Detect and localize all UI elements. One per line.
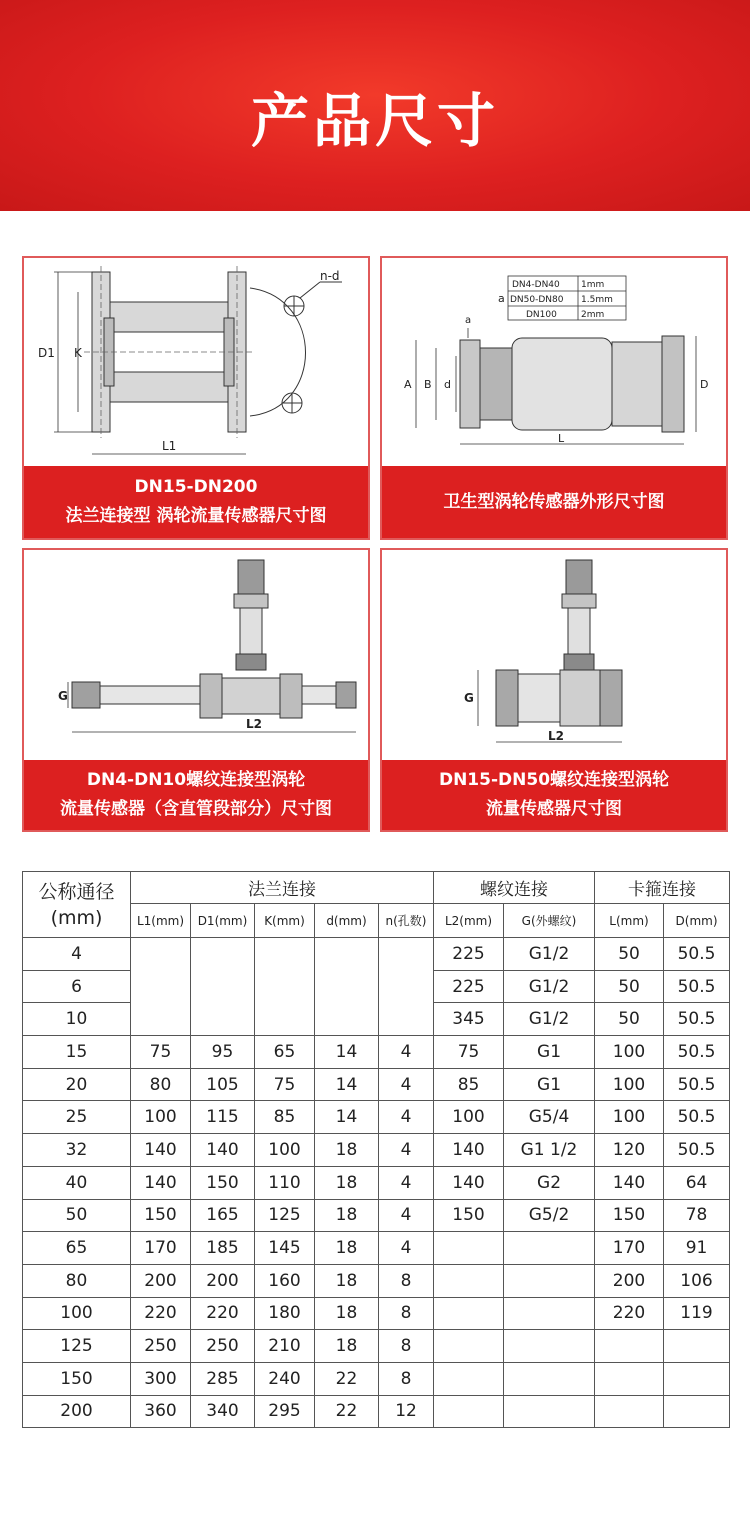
spec-table <box>22 871 730 1428</box>
table-row <box>23 1134 730 1167</box>
table-cell: 225 <box>434 970 504 1003</box>
thread-large-sensor-drawing <box>382 550 726 760</box>
table-cell: 15 <box>23 1036 131 1069</box>
table-cell: 110 <box>255 1166 315 1199</box>
table-cell <box>595 1395 664 1428</box>
table-cell-empty <box>315 938 379 1036</box>
table-cell <box>504 1362 595 1395</box>
table-row <box>23 1232 730 1265</box>
table-cell-empty <box>379 938 434 1036</box>
table-cell: 85 <box>434 1068 504 1101</box>
table-cell: 75 <box>434 1036 504 1069</box>
table-cell-empty <box>131 938 191 1036</box>
table-cell: 200 <box>595 1264 664 1297</box>
table-cell: 140 <box>434 1166 504 1199</box>
thread-small-sensor-drawing <box>24 550 368 760</box>
table-cell: 4 <box>23 938 131 971</box>
table-cell <box>504 1395 595 1428</box>
page-title: 产品尺寸 <box>250 87 499 155</box>
table-cell: 64 <box>664 1166 730 1199</box>
table-cell <box>595 1330 664 1363</box>
sanitary-caption-line1: 卫生型涡轮传感器外形尺寸图 <box>443 491 665 512</box>
table-cell: 75 <box>131 1036 191 1069</box>
table-cell: 50.5 <box>664 938 730 971</box>
table-cell: 345 <box>434 1003 504 1036</box>
table-cell: G1/2 <box>504 1003 595 1036</box>
table-cell: 80 <box>23 1264 131 1297</box>
table-cell: 100 <box>595 1068 664 1101</box>
table-cell: 150 <box>434 1199 504 1232</box>
table-cell: 8 <box>379 1297 434 1330</box>
table-cell: 150 <box>191 1166 255 1199</box>
subheader-k: K(mm) <box>255 904 315 938</box>
table-cell <box>664 1395 730 1428</box>
table-cell <box>434 1264 504 1297</box>
table-cell: 100 <box>595 1101 664 1134</box>
tol-val1: 1mm <box>581 280 605 290</box>
tol-dn2: DN50-DN80 <box>510 295 564 305</box>
header-nominal-diameter-unit: (mm) <box>50 906 103 929</box>
thread-large-caption <box>382 760 726 830</box>
table-cell: 115 <box>191 1101 255 1134</box>
subheader-d: d(mm) <box>315 904 379 938</box>
l1-label: L1 <box>162 439 177 453</box>
table-cell: 50 <box>23 1199 131 1232</box>
table-cell: 50 <box>595 970 664 1003</box>
table-cell <box>434 1297 504 1330</box>
tol-dn3: DN100 <box>526 310 557 320</box>
L-label: L <box>558 432 565 445</box>
thread-large-drawing-card <box>380 548 728 832</box>
table-cell: 14 <box>315 1101 379 1134</box>
table-cell-empty <box>255 938 315 1036</box>
subheader-g: G(外螺纹) <box>504 904 595 938</box>
table-cell: 106 <box>664 1264 730 1297</box>
table-cell: 285 <box>191 1362 255 1395</box>
table-row <box>23 1330 730 1363</box>
table-row <box>23 1068 730 1101</box>
table-cell: 140 <box>595 1166 664 1199</box>
table-cell: 100 <box>23 1297 131 1330</box>
header-clamp: 卡箍连接 <box>595 872 730 904</box>
table-cell: G1 <box>504 1036 595 1069</box>
table-cell: 200 <box>131 1264 191 1297</box>
table-cell: 105 <box>191 1068 255 1101</box>
table-row <box>23 1264 730 1297</box>
table-cell: 150 <box>595 1199 664 1232</box>
flange-caption-line1: DN15-DN200 <box>134 477 258 497</box>
table-cell: 65 <box>255 1036 315 1069</box>
table-cell: G1/2 <box>504 938 595 971</box>
table-cell: 220 <box>595 1297 664 1330</box>
B-label: B <box>424 378 432 391</box>
table-cell: 18 <box>315 1330 379 1363</box>
subheader-l2: L2(mm) <box>434 904 504 938</box>
d1-label: D1 <box>38 346 55 360</box>
table-cell: 300 <box>131 1362 191 1395</box>
table-cell <box>504 1264 595 1297</box>
table-cell: 91 <box>664 1232 730 1265</box>
table-cell <box>595 1362 664 1395</box>
table-cell: 240 <box>255 1362 315 1395</box>
table-cell: 10 <box>23 1003 131 1036</box>
table-cell: 18 <box>315 1166 379 1199</box>
table-cell: 140 <box>191 1134 255 1167</box>
table-cell: 8 <box>379 1264 434 1297</box>
table-cell: 160 <box>255 1264 315 1297</box>
table-cell: 185 <box>191 1232 255 1265</box>
table-cell: 4 <box>379 1134 434 1167</box>
k-label: K <box>74 346 82 360</box>
subheader-n: n(孔数) <box>379 904 434 938</box>
a-tolerance-label: a <box>498 292 505 305</box>
table-cell: 4 <box>379 1232 434 1265</box>
table-cell: 140 <box>131 1166 191 1199</box>
thread-small-caption-line2: 流量传感器（含直管段部分）尺寸图 <box>60 799 332 819</box>
table-cell: 100 <box>434 1101 504 1134</box>
table-cell: 145 <box>255 1232 315 1265</box>
table-cell: 125 <box>255 1199 315 1232</box>
D-label: D <box>700 378 709 391</box>
header-thread: 螺纹连接 <box>434 872 595 904</box>
flange-drawing-card <box>22 256 370 540</box>
subheader-D: D(mm) <box>664 904 730 938</box>
table-cell <box>504 1232 595 1265</box>
table-row <box>23 938 730 971</box>
table-cell <box>504 1297 595 1330</box>
table-row <box>23 1362 730 1395</box>
table-cell: 295 <box>255 1395 315 1428</box>
A-label: A <box>404 378 412 391</box>
thread-small-drawing-card <box>22 548 370 832</box>
table-cell: 225 <box>434 938 504 971</box>
table-cell: 50.5 <box>664 1003 730 1036</box>
flange-sensor-drawing <box>24 258 368 466</box>
sanitary-sensor-drawing <box>382 258 726 466</box>
table-cell: G5/4 <box>504 1101 595 1134</box>
table-cell: 140 <box>434 1134 504 1167</box>
table-cell: 50.5 <box>664 1134 730 1167</box>
table-cell: 8 <box>379 1330 434 1363</box>
table-cell: 119 <box>664 1297 730 1330</box>
tol-dn1: DN4-DN40 <box>512 280 560 290</box>
header-banner <box>0 0 750 211</box>
thread-small-caption-line1: DN4-DN10螺纹连接型涡轮 <box>86 770 306 790</box>
table-cell-empty <box>191 938 255 1036</box>
table-cell: 360 <box>131 1395 191 1428</box>
subheader-d1: D1(mm) <box>191 904 255 938</box>
L2-label: L2 <box>548 729 564 743</box>
table-cell: 100 <box>595 1036 664 1069</box>
table-cell: 18 <box>315 1264 379 1297</box>
table-cell <box>434 1362 504 1395</box>
subheader-l1: L1(mm) <box>131 904 191 938</box>
table-cell: 50.5 <box>664 970 730 1003</box>
table-row <box>23 1395 730 1428</box>
table-cell: G1/2 <box>504 970 595 1003</box>
table-cell: 165 <box>191 1199 255 1232</box>
table-cell: 210 <box>255 1330 315 1363</box>
table-row <box>23 1036 730 1069</box>
table-cell: 14 <box>315 1036 379 1069</box>
table-cell: 4 <box>379 1199 434 1232</box>
table-cell: 220 <box>191 1297 255 1330</box>
table-cell: 180 <box>255 1297 315 1330</box>
subheader-l: L(mm) <box>595 904 664 938</box>
table-cell: 78 <box>664 1199 730 1232</box>
table-cell: 150 <box>131 1199 191 1232</box>
table-cell: 140 <box>131 1134 191 1167</box>
header-nominal-diameter-label: 公称通径 <box>38 880 115 903</box>
table-cell: 100 <box>131 1101 191 1134</box>
table-cell <box>434 1395 504 1428</box>
table-cell: 6 <box>23 970 131 1003</box>
table-cell: 25 <box>23 1101 131 1134</box>
table-cell: G1 1/2 <box>504 1134 595 1167</box>
table-cell: 22 <box>315 1395 379 1428</box>
table-cell: 20 <box>23 1068 131 1101</box>
table-cell <box>664 1330 730 1363</box>
table-cell: 80 <box>131 1068 191 1101</box>
sanitary-drawing-card <box>380 256 728 540</box>
table-cell: 250 <box>191 1330 255 1363</box>
L2-label: L2 <box>246 717 262 731</box>
table-cell: 85 <box>255 1101 315 1134</box>
table-cell: 22 <box>315 1362 379 1395</box>
table-cell: G5/2 <box>504 1199 595 1232</box>
table-cell: 18 <box>315 1199 379 1232</box>
table-cell: 220 <box>131 1297 191 1330</box>
table-cell: 170 <box>595 1232 664 1265</box>
table-row <box>23 1297 730 1330</box>
table-cell: 50.5 <box>664 1068 730 1101</box>
table-cell <box>664 1362 730 1395</box>
G-label: G <box>464 691 474 705</box>
header-flange: 法兰连接 <box>131 872 434 904</box>
table-cell: 4 <box>379 1166 434 1199</box>
flange-caption-line2: 法兰连接型 涡轮流量传感器尺寸图 <box>65 506 327 526</box>
table-cell: 95 <box>191 1036 255 1069</box>
thread-large-caption-line1: DN15-DN50螺纹连接型涡轮 <box>438 770 670 790</box>
table-cell <box>504 1330 595 1363</box>
table-cell: 4 <box>379 1101 434 1134</box>
table-cell: 200 <box>23 1395 131 1428</box>
sanitary-caption <box>382 466 726 538</box>
table-cell: 200 <box>191 1264 255 1297</box>
table-cell: 75 <box>255 1068 315 1101</box>
table-cell: 4 <box>379 1068 434 1101</box>
table-cell: 12 <box>379 1395 434 1428</box>
d-label: d <box>444 378 451 391</box>
table-cell: G2 <box>504 1166 595 1199</box>
tol-val3: 2mm <box>581 310 605 320</box>
table-cell: 18 <box>315 1232 379 1265</box>
a-top-label: a <box>465 315 472 326</box>
table-row <box>23 1101 730 1134</box>
table-cell: 65 <box>23 1232 131 1265</box>
table-cell: 120 <box>595 1134 664 1167</box>
table-cell: 18 <box>315 1297 379 1330</box>
table-cell: 32 <box>23 1134 131 1167</box>
table-cell: 40 <box>23 1166 131 1199</box>
table-cell: 8 <box>379 1362 434 1395</box>
table-cell: 50.5 <box>664 1101 730 1134</box>
table-cell: 150 <box>23 1362 131 1395</box>
table-cell: 50.5 <box>664 1036 730 1069</box>
table-cell: 50 <box>595 1003 664 1036</box>
thread-large-caption-line2: 流量传感器尺寸图 <box>486 799 622 819</box>
table-cell: 100 <box>255 1134 315 1167</box>
table-cell: G1 <box>504 1068 595 1101</box>
tol-val2: 1.5mm <box>581 295 613 305</box>
header-nominal-diameter <box>23 872 131 938</box>
table-cell: 170 <box>131 1232 191 1265</box>
table-cell: 250 <box>131 1330 191 1363</box>
thread-small-caption <box>24 760 368 830</box>
table-cell: 125 <box>23 1330 131 1363</box>
G-label: G <box>58 689 68 703</box>
nd-label: n-d <box>320 269 340 283</box>
table-row <box>23 1199 730 1232</box>
table-cell: 18 <box>315 1134 379 1167</box>
table-cell <box>434 1232 504 1265</box>
spec-table-body <box>23 938 730 1428</box>
table-row <box>23 1166 730 1199</box>
table-cell: 50 <box>595 938 664 971</box>
table-cell: 14 <box>315 1068 379 1101</box>
flange-caption <box>24 466 368 538</box>
table-cell: 340 <box>191 1395 255 1428</box>
table-cell <box>434 1330 504 1363</box>
table-cell: 4 <box>379 1036 434 1069</box>
